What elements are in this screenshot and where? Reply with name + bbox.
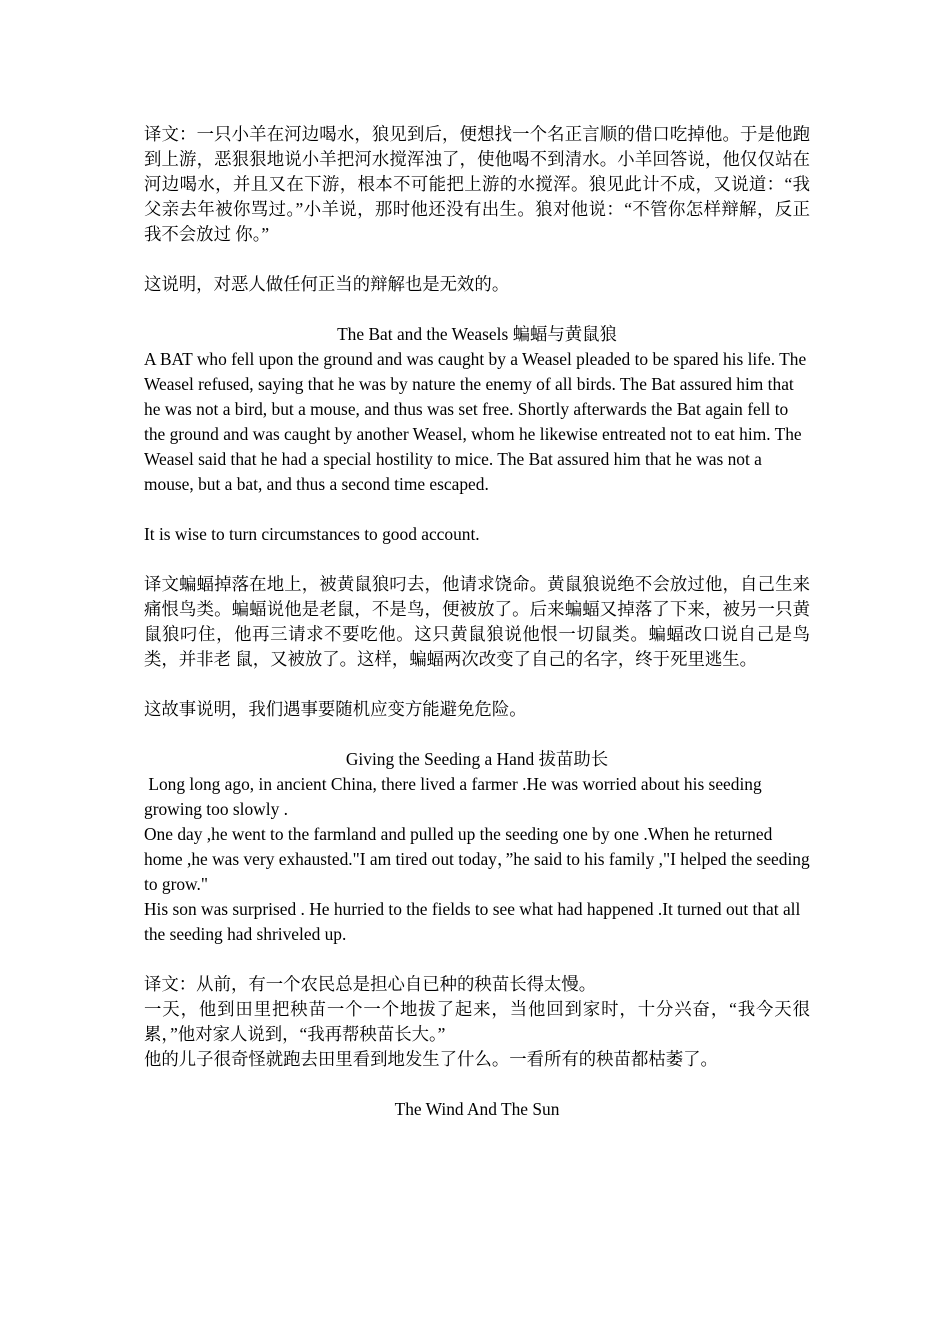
- bat-weasels-moral-en: It is wise to turn circumstances to good account.: [144, 524, 480, 544]
- document-page: [144, 122, 810, 1122]
- bat-weasels-translation: 译文蝙蝠掉落在地上，被黄鼠狼叼去，他请求饶命。黄鼠狼说绝不会放过他，自己生来痛恨鸟类。蝙蝠说他是老鼠，不是鸟，便被放了。后来蝙蝠又掉落了下来，被另一只黄鼠狼叼住，他再三请求不要吃他。这只黄鼠狼说他恨一切鼠类。蝙蝠改口说自己是鸟类，并非老 鼠，又被放了。这样，蝙蝠两次改变了自己的名字，终于死里逃生。: [144, 574, 810, 669]
- bat-weasels-moral-cn: 这故事说明，我们遇事要随机应变方能避免危险。: [144, 699, 527, 719]
- spacer: [144, 547, 810, 572]
- seeding-story-line-3: His son was surprised . He hurried to the fields to see what had happened .It turned out that all the seeding had shriveled up.: [144, 899, 801, 944]
- bat-weasels-title: The Bat and the Weasels 蝙蝠与黄鼠狼: [337, 324, 617, 344]
- seeding-story-line-2: One day ,he went to the farmland and pulled up the seeding one by one .When he returned home ,he was very exhausted."I am tired out today，”he said to his family ,"I helped the seeding to grow.": [144, 824, 810, 894]
- spacer: [144, 1072, 810, 1097]
- lamb-wolf-moral: 这说明，对恶人做任何正当的辩解也是无效的。: [144, 274, 510, 294]
- seeding-translation-line-3: 他的儿子很奇怪就跑去田里看到地发生了什么。一看所有的秧苗都枯萎了。: [144, 1049, 718, 1069]
- seeding-translation-line-1: 译文：从前，有一个农民总是担心自已种的秧苗长得太慢。: [144, 974, 597, 994]
- seeding-title: Giving the Seeding a Hand 拔苗助长: [345, 749, 609, 769]
- spacer: [144, 497, 810, 522]
- spacer: [144, 722, 810, 747]
- spacer: [144, 947, 810, 972]
- wind-sun-title: The Wind And The Sun: [394, 1099, 560, 1119]
- spacer: [144, 672, 810, 697]
- spacer: [144, 297, 810, 322]
- seeding-translation-line-2: 一天，他到田里把秧苗一个一个地拔了起来，当他回到家时，十分兴奋，“我今天很累，”他对家人说到，“我再帮秧苗长大。”: [144, 999, 810, 1044]
- lamb-wolf-translation: 译文：一只小羊在河边喝水，狼见到后，便想找一个名正言顺的借口吃掉他。于是他跑到上游，恶狠狠地说小羊把河水搅浑浊了，使他喝不到清水。小羊回答说，他仅仅站在河边喝水，并且又在下游，根本不可能把上游的水搅浑。狼见此计不成，又说道：“我父亲去年被你骂过。”小羊说，那时他还没有出生。狼对他说：“不管你怎样辩解，反正我不会放过 你。”: [144, 124, 810, 244]
- bat-weasels-story: A BAT who fell upon the ground and was caught by a Weasel pleaded to be spared his life. The Weasel refused, saying that he was by nature the enemy of all birds. The Bat assured him that he was not a bird, but a mouse, and thus was set free. Shortly afterwards the Bat again fell to the ground and was caught by another Weasel, whom he likewise entreated not to eat him. The Weasel said that he had a special hostility to mice. The Bat assured him that he was not a mouse, but a bat, and thus a second time escaped.: [144, 349, 807, 494]
- spacer: [144, 247, 810, 272]
- seeding-story-line-1: Long long ago, in ancient China, there lived a farmer .He was worried about his seeding growing too slowly .: [144, 774, 767, 819]
